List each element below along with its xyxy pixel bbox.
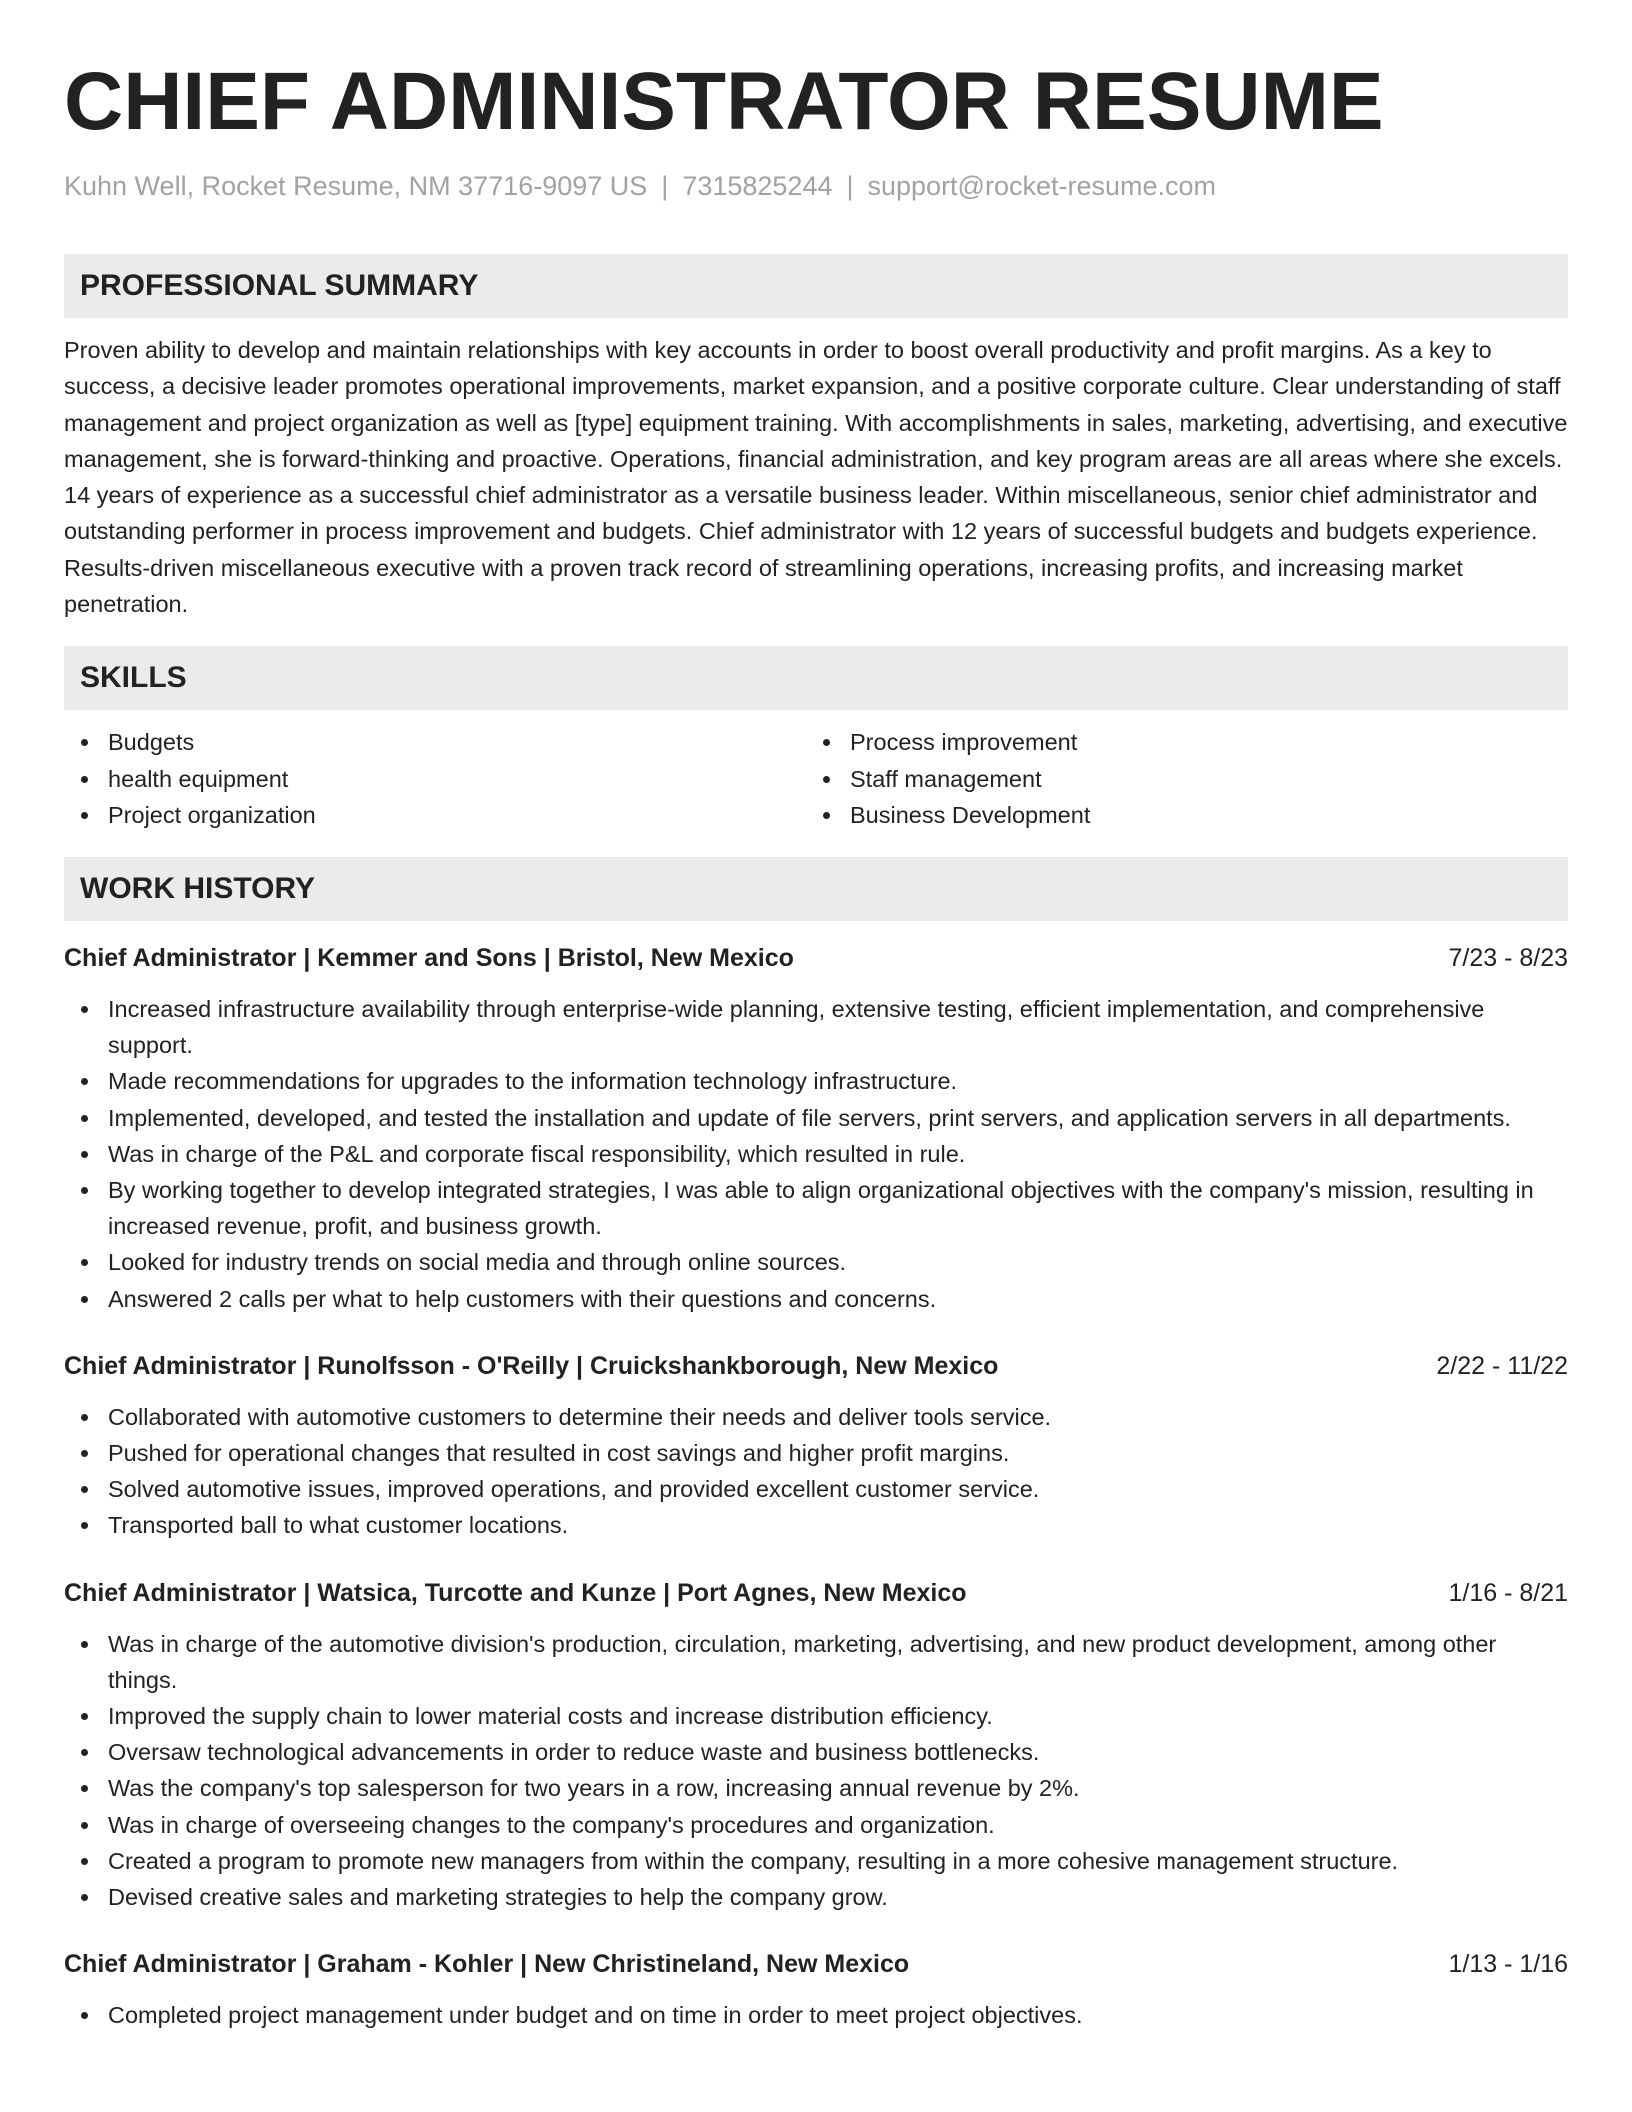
job-title: Chief Administrator | Runolfsson - O'Reilly | Cruickshankborough, New Mexico bbox=[64, 1351, 999, 1380]
job-title: Chief Administrator | Kemmer and Sons | Bristol, New Mexico bbox=[64, 943, 794, 972]
job-bullet: Increased infrastructure availability through enterprise-wide planning, extensive testing, efficient implementation, and comprehensive support. bbox=[64, 991, 1568, 1063]
job-header bbox=[64, 1945, 1568, 1983]
job-bullet: Looked for industry trends on social media and through online sources. bbox=[64, 1244, 1568, 1280]
contact-line bbox=[64, 168, 1568, 204]
job-bullet: Pushed for operational changes that resulted in cost savings and higher profit margins. bbox=[64, 1435, 1568, 1471]
contact-separator: | bbox=[846, 171, 854, 201]
job-entry bbox=[64, 939, 1568, 1317]
job-dates: 1/13 - 1/16 bbox=[1448, 1950, 1568, 1979]
job-title: Chief Administrator | Graham - Kohler | New Christineland, New Mexico bbox=[64, 1950, 910, 1979]
skills-column-right bbox=[806, 724, 1548, 833]
job-header bbox=[64, 1574, 1568, 1612]
job-header bbox=[64, 1347, 1568, 1385]
job-entry bbox=[64, 1574, 1568, 1916]
skills-grid bbox=[64, 724, 1568, 833]
contact-address: Kuhn Well, Rocket Resume, NM 37716-9097 US bbox=[64, 171, 648, 201]
section-header-skills: SKILLS bbox=[64, 646, 1568, 710]
job-bullet: Collaborated with automotive customers to determine their needs and deliver tools service. bbox=[64, 1399, 1568, 1435]
job-bullet: Oversaw technological advancements in order to reduce waste and business bottlenecks. bbox=[64, 1734, 1568, 1770]
summary-text: Proven ability to develop and maintain relationships with key accounts in order to boost overall productivity and profit margins. As a key to success, a decisive leader promotes operational improvements, market expansion, and a positive corporate culture. Clear understanding of staff management and project organization as well as [type] equipment training. With accomplishments in sales, marketing, advertising, and executive management, she is forward-thinking and proactive. Operations, financial administration, and key program areas are all areas where she excels. 14 years of experience as a successful chief administrator as a versatile business leader. Within miscellaneous, senior chief administrator and outstanding performer in process improvement and budgets. Chief administrator with 12 years of successful budgets and budgets experience. Results-driven miscellaneous executive with a proven track record of streamlining operations, increasing profits, and increasing market penetration. bbox=[64, 337, 1568, 618]
job-bullet: Was in charge of the P&L and corporate fiscal responsibility, which resulted in rule. bbox=[64, 1136, 1568, 1172]
contact-separator: | bbox=[661, 171, 669, 201]
skill-item: Budgets bbox=[64, 724, 806, 760]
contact-email: support@rocket-resume.com bbox=[867, 171, 1217, 201]
job-dates: 1/16 - 8/21 bbox=[1448, 1578, 1568, 1607]
section-header-work-history: WORK HISTORY bbox=[64, 857, 1568, 921]
job-bullet: By working together to develop integrated strategies, I was able to align organizational objectives with the company's mission, resulting in increased revenue, profit, and business growth. bbox=[64, 1172, 1568, 1244]
job-bullet: Made recommendations for upgrades to the information technology infrastructure. bbox=[64, 1063, 1568, 1099]
skills-column-left bbox=[64, 724, 806, 833]
job-bullet: Implemented, developed, and tested the installation and update of file servers, print servers, and application servers in all departments. bbox=[64, 1100, 1568, 1136]
job-bullet: Completed project management under budget and on time in order to meet project objectives. bbox=[64, 1997, 1568, 2033]
job-bullet: Devised creative sales and marketing strategies to help the company grow. bbox=[64, 1879, 1568, 1915]
section-header-summary: PROFESSIONAL SUMMARY bbox=[64, 254, 1568, 318]
job-bullets bbox=[64, 1997, 1568, 2033]
resume-page bbox=[64, 52, 1568, 2033]
job-dates: 7/23 - 8/23 bbox=[1448, 943, 1568, 972]
job-entry bbox=[64, 1945, 1568, 2033]
skill-item: Process improvement bbox=[806, 724, 1548, 760]
job-bullet: Improved the supply chain to lower material costs and increase distribution efficiency. bbox=[64, 1698, 1568, 1734]
job-title: Chief Administrator | Watsica, Turcotte and Kunze | Port Agnes, New Mexico bbox=[64, 1578, 967, 1607]
job-bullets bbox=[64, 991, 1568, 1317]
job-bullet: Answered 2 calls per what to help customers with their questions and concerns. bbox=[64, 1281, 1568, 1317]
job-bullet: Was in charge of overseeing changes to the company's procedures and organization. bbox=[64, 1807, 1568, 1843]
skill-item: Staff management bbox=[806, 761, 1548, 797]
job-bullet: Was the company's top salesperson for two years in a row, increasing annual revenue by 2%. bbox=[64, 1770, 1568, 1806]
contact-phone: 7315825244 bbox=[682, 171, 833, 201]
job-bullet: Transported ball to what customer locations. bbox=[64, 1507, 1568, 1543]
job-header bbox=[64, 939, 1568, 977]
job-entry bbox=[64, 1347, 1568, 1544]
resume-title: CHIEF ADMINISTRATOR RESUME bbox=[64, 56, 1384, 147]
job-bullet: Solved automotive issues, improved operations, and provided excellent customer service. bbox=[64, 1471, 1568, 1507]
job-bullets bbox=[64, 1399, 1568, 1544]
skill-item: Business Development bbox=[806, 797, 1548, 833]
skill-item: Project organization bbox=[64, 797, 806, 833]
job-dates: 2/22 - 11/22 bbox=[1436, 1351, 1568, 1380]
job-bullets bbox=[64, 1626, 1568, 1916]
skill-item: health equipment bbox=[64, 761, 806, 797]
job-bullet: Created a program to promote new managers from within the company, resulting in a more cohesive management structure. bbox=[64, 1843, 1568, 1879]
job-bullet: Was in charge of the automotive division's production, circulation, marketing, advertising, and new product development, among other things. bbox=[64, 1626, 1568, 1698]
